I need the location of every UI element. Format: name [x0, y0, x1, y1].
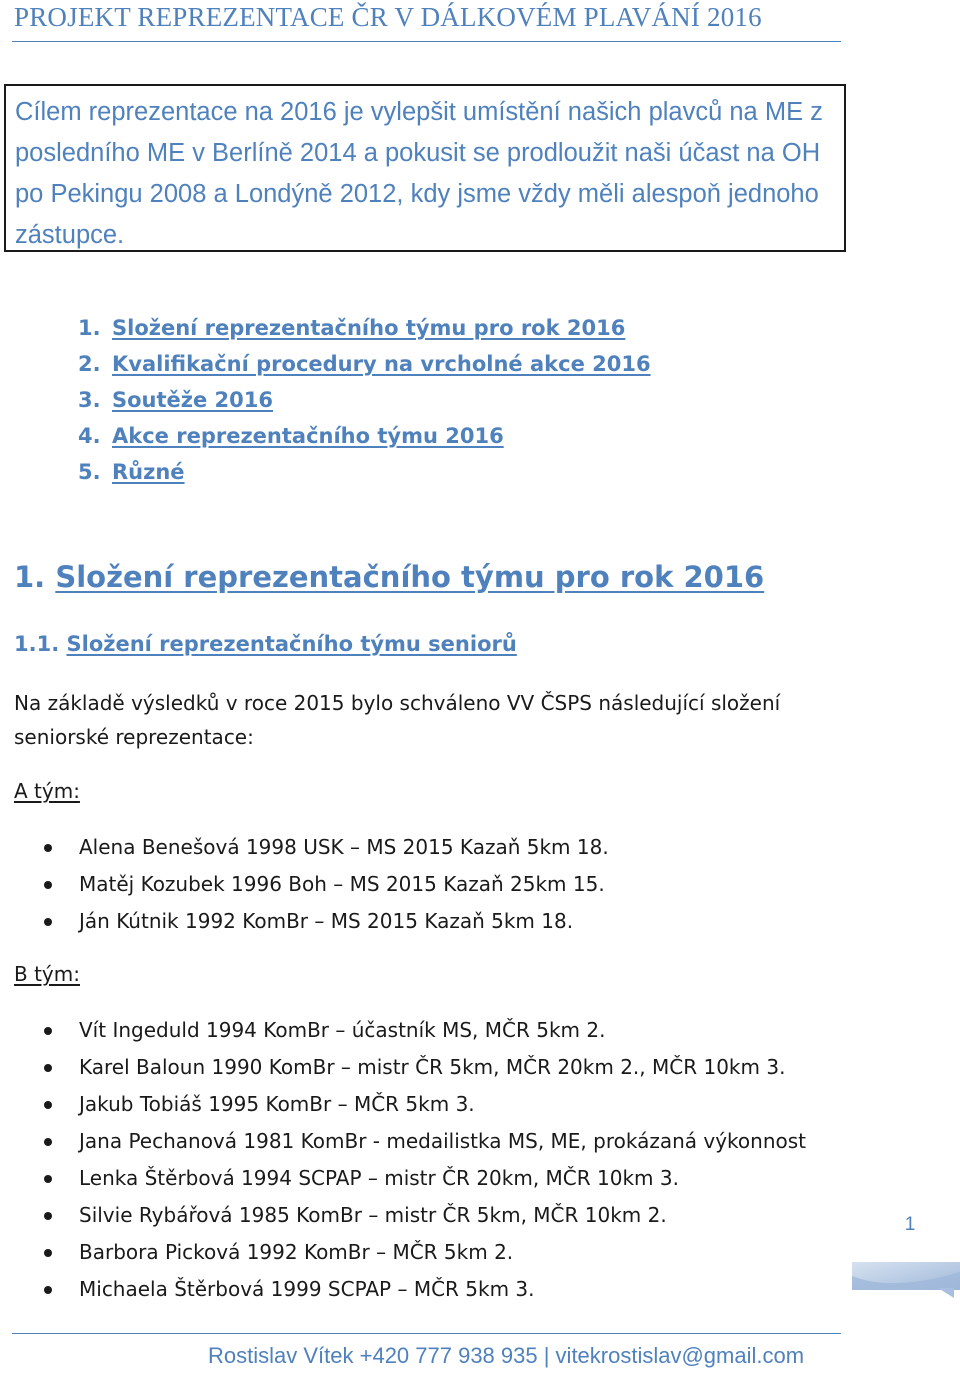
- bullet-icon: [44, 1249, 52, 1257]
- bullet-icon: [44, 1101, 52, 1109]
- team-b-label: B tým:: [14, 962, 80, 986]
- toc-item-label[interactable]: Soutěže 2016: [112, 388, 274, 412]
- toc-item-misc[interactable]: [78, 454, 651, 490]
- footer-divider: [12, 1333, 841, 1334]
- toc-item-label[interactable]: Akce reprezentačního týmu 2016: [112, 424, 504, 448]
- list-item: [44, 1271, 806, 1308]
- bullet-icon: [44, 1175, 52, 1183]
- page-number: 1: [904, 1214, 916, 1235]
- section-heading: [14, 560, 764, 594]
- toc-item-number: 4.: [78, 424, 101, 448]
- bullet-icon: [44, 881, 52, 889]
- toc-item-number: 3.: [78, 388, 101, 412]
- toc-item-label[interactable]: Kvalifikační procedury na vrcholné akce 2016: [112, 352, 651, 376]
- list-item: [44, 829, 609, 866]
- toc-item-team-composition[interactable]: [78, 310, 651, 346]
- subsection-heading: [14, 632, 517, 656]
- bullet-icon: [44, 1286, 52, 1294]
- toc-item-number: 5.: [78, 460, 101, 484]
- page-corner-graphic: [852, 1258, 960, 1304]
- roster-entry: Matěj Kozubek 1996 Boh – MS 2015 Kazaň 25km 15.: [79, 872, 605, 896]
- table-of-contents: [78, 310, 651, 490]
- bullet-icon: [44, 1138, 52, 1146]
- roster-entry: Jana Pechanová 1981 KomBr - medailistka MS, ME, prokázaná výkonnost: [79, 1129, 807, 1153]
- roster-entry: Alena Benešová 1998 USK – MS 2015 Kazaň 5km 18.: [79, 835, 609, 859]
- bullet-icon: [44, 918, 52, 926]
- page-header-title: PROJEKT REPREZENTACE ČR V DÁLKOVÉM PLAVÁNÍ 2016: [14, 2, 762, 32]
- footer-contact: Rostislav Vítek +420 777 938 935 | vitekrostislav@gmail.com: [208, 1343, 805, 1368]
- bullet-icon: [44, 1064, 52, 1072]
- toc-item-label[interactable]: Složení reprezentačního týmu pro rok 2016: [112, 316, 626, 340]
- bullet-icon: [44, 1027, 52, 1035]
- team-b-roster: [44, 1012, 806, 1308]
- team-a-roster: [44, 829, 609, 940]
- list-item: [44, 1012, 806, 1049]
- list-item: [44, 1234, 806, 1271]
- roster-entry: Silvie Rybářová 1985 KomBr – mistr ČR 5km, MČR 10km 2.: [79, 1203, 667, 1227]
- list-item: [44, 1197, 806, 1234]
- intro-text: Cílem reprezentace na 2016 je vylepšit umístění našich plavců na ME z posledního ME v Berlíně 2014 a pokusit se prodloužit naši účast na OH po Pekingu 2008 a Londýně 2012, kdy jsme vždy měli alespoň jednoho zástupce.: [15, 98, 823, 249]
- header-divider: [12, 41, 841, 42]
- intro-box: [4, 84, 846, 252]
- toc-item-number: 1.: [78, 316, 101, 340]
- list-item: [44, 903, 609, 940]
- roster-entry: Karel Baloun 1990 KomBr – mistr ČR 5km, MČR 20km 2., MČR 10km 3.: [79, 1055, 786, 1079]
- team-a-label: A tým:: [14, 779, 80, 803]
- body-paragraph: Na základě výsledků v roce 2015 bylo schváleno VV ČSPS následující složení seniorské reprezentace:: [14, 691, 781, 749]
- roster-entry: Jakub Tobiáš 1995 KomBr – MČR 5km 3.: [79, 1092, 475, 1116]
- toc-item-number: 2.: [78, 352, 101, 376]
- list-item: [44, 866, 609, 903]
- roster-entry: Barbora Picková 1992 KomBr – MČR 5km 2.: [79, 1240, 514, 1264]
- section-title: Složení reprezentačního týmu pro rok 2016: [55, 560, 765, 594]
- list-item: [44, 1160, 806, 1197]
- subsection-number: 1.1.: [14, 632, 60, 656]
- roster-entry: Vít Ingeduld 1994 KomBr – účastník MS, MČR 5km 2.: [79, 1018, 606, 1042]
- bullet-icon: [44, 1212, 52, 1220]
- list-item: [44, 1123, 806, 1160]
- roster-entry: Michaela Štěrbová 1999 SCPAP – MČR 5km 3.: [79, 1277, 535, 1301]
- list-item: [44, 1049, 806, 1086]
- toc-item-team-events[interactable]: [78, 418, 651, 454]
- toc-item-competitions[interactable]: [78, 382, 651, 418]
- roster-entry: Lenka Štěrbová 1994 SCPAP – mistr ČR 20km, MČR 10km 3.: [79, 1166, 679, 1190]
- toc-item-label[interactable]: Různé: [112, 460, 185, 484]
- bullet-icon: [44, 844, 52, 852]
- list-item: [44, 1086, 806, 1123]
- roster-entry: Ján Kútnik 1992 KomBr – MS 2015 Kazaň 5km 18.: [79, 909, 574, 933]
- toc-item-qualification[interactable]: [78, 346, 651, 382]
- section-number: 1.: [14, 560, 46, 594]
- subsection-title: Složení reprezentačního týmu seniorů: [66, 632, 517, 656]
